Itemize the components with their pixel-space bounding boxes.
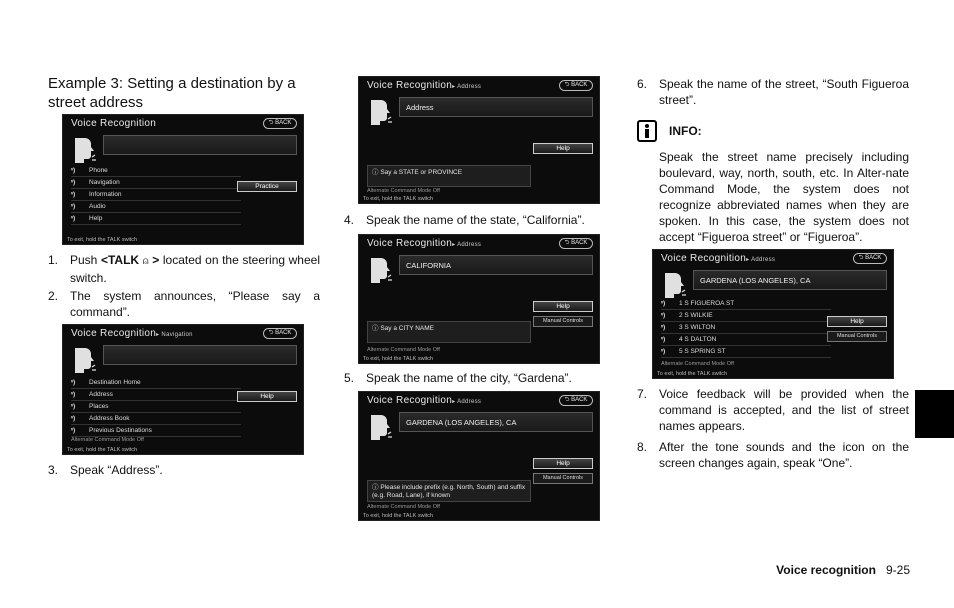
screen-title: Voice Recognition bbox=[367, 395, 453, 406]
screen-title: Voice Recognition bbox=[71, 118, 157, 129]
screen-address-city: Voice Recognition▸ Address ⮌ BACK CALIFORNIA Help Manual Controls ⓘ Say a CITY NAME Alternate Command Mode Off To exit, hold the TALK switch bbox=[358, 234, 600, 364]
manual-controls-button: Manual Controls bbox=[533, 316, 593, 327]
step-5: 5. Speak the name of the city, “Gardena”. bbox=[344, 371, 572, 385]
recognized-text-box: Address bbox=[399, 97, 593, 117]
street-item-2: ᵛ) 2 S WILKIE bbox=[661, 310, 831, 322]
voice-icon: ᵛ) bbox=[71, 192, 76, 198]
menu-item-phone: ᵛ) Phone bbox=[71, 165, 241, 177]
info-icon: ⓘ bbox=[372, 325, 381, 332]
back-button: ⮌ BACK bbox=[559, 238, 593, 249]
step-4: 4. Speak the name of the state, “California”. bbox=[344, 213, 585, 227]
page-number: 9-25 bbox=[885, 563, 910, 577]
speaking-head-icon bbox=[367, 97, 395, 127]
back-icon: ⮌ bbox=[564, 82, 570, 88]
speaking-head-icon bbox=[367, 412, 395, 442]
step-7: 7. Voice feedback will be provided when the command is accepted, and the list of street names appears. bbox=[637, 387, 909, 433]
alternate-command-mode: Alternate Command Mode Off bbox=[367, 188, 440, 194]
recognized-text-box bbox=[103, 345, 297, 365]
street-item-4: ᵛ) 4 S DALTON bbox=[661, 334, 831, 346]
back-icon: ⮌ bbox=[268, 330, 274, 336]
back-icon: ⮌ bbox=[564, 240, 570, 246]
voice-icon: ᵛ) bbox=[71, 380, 76, 386]
back-icon: ⮌ bbox=[564, 397, 570, 403]
info-icon bbox=[637, 120, 657, 142]
recognized-text-box: CALIFORNIA bbox=[399, 255, 593, 275]
voice-icon: ᵛ) bbox=[71, 404, 76, 410]
command-menu bbox=[71, 165, 241, 225]
menu-item-destination-home: ᵛ) Destination Home bbox=[71, 377, 241, 389]
screen-footer: To exit, hold the TALK switch bbox=[363, 356, 434, 362]
menu-item-information: ᵛ) Information bbox=[71, 189, 241, 201]
screen-title: Voice Recognition bbox=[71, 328, 157, 339]
menu-item-help: ᵛ) Help bbox=[71, 213, 241, 225]
step-8: 8. After the tone sounds and the icon on the screen changes again, speak “One”. bbox=[637, 440, 909, 470]
voice-icon: ᵛ) bbox=[71, 392, 76, 398]
screen-voice-recognition-main bbox=[62, 114, 304, 245]
voice-icon: ᵛ) bbox=[71, 180, 76, 186]
manual-controls-button: Manual Controls bbox=[827, 331, 887, 342]
street-item-5: ᵛ) 5 S SPRING ST bbox=[661, 346, 831, 358]
talk-icon: ⍝ bbox=[142, 256, 149, 267]
back-button: ⮌ BACK bbox=[263, 118, 297, 129]
street-item-1: ᵛ) 1 S FIGUEROA ST bbox=[661, 298, 831, 310]
screen-street-list: Voice Recognition▸ Address ⮌ BACK GARDENA (LOS ANGELES), CA ᵛ) 1 S FIGUEROA ST ᵛ) 2 S WILKIE ᵛ) 3 S WILTON ᵛ) 4 S DALTON ᵛ) 5 S SPRING ST Help Manual Controls Alternate Command Mode Off To exit, hold the TALK switch bbox=[652, 249, 894, 379]
back-icon: ⮌ bbox=[858, 255, 864, 261]
help-button: Help bbox=[827, 316, 887, 327]
info-text: Speak the street name precisely including boulevard, way, north, south, etc. In Alter-nate Command Mode, the system does not recognize abbreviated names when they are spoken. In this case, the system does not accept “Figueroa street” or “Figueroa”. bbox=[659, 150, 909, 244]
page-footer bbox=[776, 563, 910, 577]
section-heading: Example 3: Setting a destination by a street address bbox=[48, 75, 296, 111]
help-button: Help bbox=[533, 301, 593, 312]
info-icon: ⓘ bbox=[372, 169, 381, 176]
back-button: ⮌ BACK bbox=[559, 80, 593, 91]
back-button: ⮌ BACK bbox=[559, 395, 593, 406]
screen-footer: To exit, hold the TALK switch bbox=[67, 237, 138, 243]
step-6: 6. Speak the name of the street, “South Figueroa street”. bbox=[637, 77, 909, 107]
recognized-text-box: GARDENA (LOS ANGELES), CA bbox=[693, 270, 887, 290]
help-button: Help bbox=[533, 458, 593, 469]
voice-icon: ᵛ) bbox=[71, 428, 76, 434]
help-button: Help bbox=[533, 143, 593, 154]
menu-item-navigation: ᵛ) Navigation bbox=[71, 177, 241, 189]
voice-icon: ᵛ) bbox=[661, 313, 666, 319]
help-button: Help bbox=[237, 391, 297, 402]
voice-icon: ᵛ) bbox=[71, 416, 76, 422]
speaking-head-icon bbox=[661, 270, 689, 300]
command-menu bbox=[71, 377, 241, 437]
voice-icon: ᵛ) bbox=[661, 337, 666, 343]
menu-item-places: ᵛ) Places bbox=[71, 401, 241, 413]
section-tab bbox=[915, 390, 954, 438]
screen-title: Voice Recognition bbox=[367, 238, 453, 249]
screen-title: Voice Recognition bbox=[661, 253, 747, 264]
speaking-head-icon bbox=[367, 255, 395, 285]
alternate-command-mode: Alternate Command Mode Off bbox=[367, 347, 440, 353]
screen-navigation: Voice Recognition▸ Navigation ⮌ BACK ᵛ) Destination Home ᵛ) Address ᵛ) Places ᵛ) Address Book ᵛ) Previous Destinations Help Alternate Command Mode Off To exit, hold the TALK switch bbox=[62, 324, 304, 455]
screen-address-state: Voice Recognition▸ Address ⮌ BACK Address Help ⓘ Say a STATE or PROVINCE Alternate Command Mode Off To exit, hold the TALK switch bbox=[358, 76, 600, 204]
screen-title: Voice Recognition bbox=[367, 80, 453, 91]
recognized-text-box bbox=[103, 135, 297, 155]
section-name: Voice recognition bbox=[776, 563, 876, 577]
manual-controls-button: Manual Controls bbox=[533, 473, 593, 484]
voice-icon: ᵛ) bbox=[71, 204, 76, 210]
screen-footer: To exit, hold the TALK switch bbox=[363, 513, 434, 519]
menu-item-audio: ᵛ) Audio bbox=[71, 201, 241, 213]
voice-prompt: ⓘ Please include prefix (e.g. North, South) and suffix (e.g. Road, Lane), if known bbox=[367, 480, 531, 502]
voice-prompt: ⓘ Say a CITY NAME bbox=[367, 321, 531, 343]
street-item-3: ᵛ) 3 S WILTON bbox=[661, 322, 831, 334]
back-icon: ⮌ bbox=[268, 120, 274, 126]
screen-footer: To exit, hold the TALK switch bbox=[657, 371, 728, 377]
voice-icon: ᵛ) bbox=[661, 301, 666, 307]
step-2: 2. The system announces, “Please say a command”. bbox=[48, 289, 320, 319]
voice-icon: ᵛ) bbox=[71, 168, 76, 174]
menu-item-address-book: ᵛ) Address Book bbox=[71, 413, 241, 425]
info-icon: ⓘ bbox=[372, 484, 381, 491]
screen-footer: To exit, hold the TALK switch bbox=[363, 196, 434, 202]
street-list bbox=[661, 298, 831, 358]
alternate-command-mode: Alternate Command Mode Off bbox=[367, 504, 440, 510]
back-button: ⮌ BACK bbox=[263, 328, 297, 339]
alternate-command-mode: Alternate Command Mode Off bbox=[71, 437, 144, 443]
step-1: 1. Push <TALK ⍝ > located on the steering wheel switch. bbox=[48, 253, 320, 285]
voice-icon: ᵛ) bbox=[71, 216, 76, 222]
screen-footer: To exit, hold the TALK switch bbox=[67, 447, 138, 453]
info-label: INFO: bbox=[669, 124, 702, 138]
recognized-text-box: GARDENA (LOS ANGELES), CA bbox=[399, 412, 593, 432]
menu-item-previous-destinations: ᵛ) Previous Destinations bbox=[71, 425, 241, 437]
voice-prompt: ⓘ Say a STATE or PROVINCE bbox=[367, 165, 531, 187]
alternate-command-mode: Alternate Command Mode Off bbox=[661, 361, 734, 367]
speaking-head-icon bbox=[71, 135, 99, 165]
screen-address-street: Voice Recognition▸ Address ⮌ BACK GARDENA (LOS ANGELES), CA Help Manual Controls ⓘ Please include prefix (e.g. North, South) and suffix (e.g. Road, Lane), if known Alternate Command Mode Off To exit, hold the TALK switch bbox=[358, 391, 600, 521]
speaking-head-icon bbox=[71, 345, 99, 375]
voice-icon: ᵛ) bbox=[661, 349, 666, 355]
step-3: 3. Speak “Address”. bbox=[48, 463, 163, 477]
menu-item-address: ᵛ) Address bbox=[71, 389, 241, 401]
voice-icon: ᵛ) bbox=[661, 325, 666, 331]
back-button: ⮌ BACK bbox=[853, 253, 887, 264]
practice-button: Practice bbox=[237, 181, 297, 192]
